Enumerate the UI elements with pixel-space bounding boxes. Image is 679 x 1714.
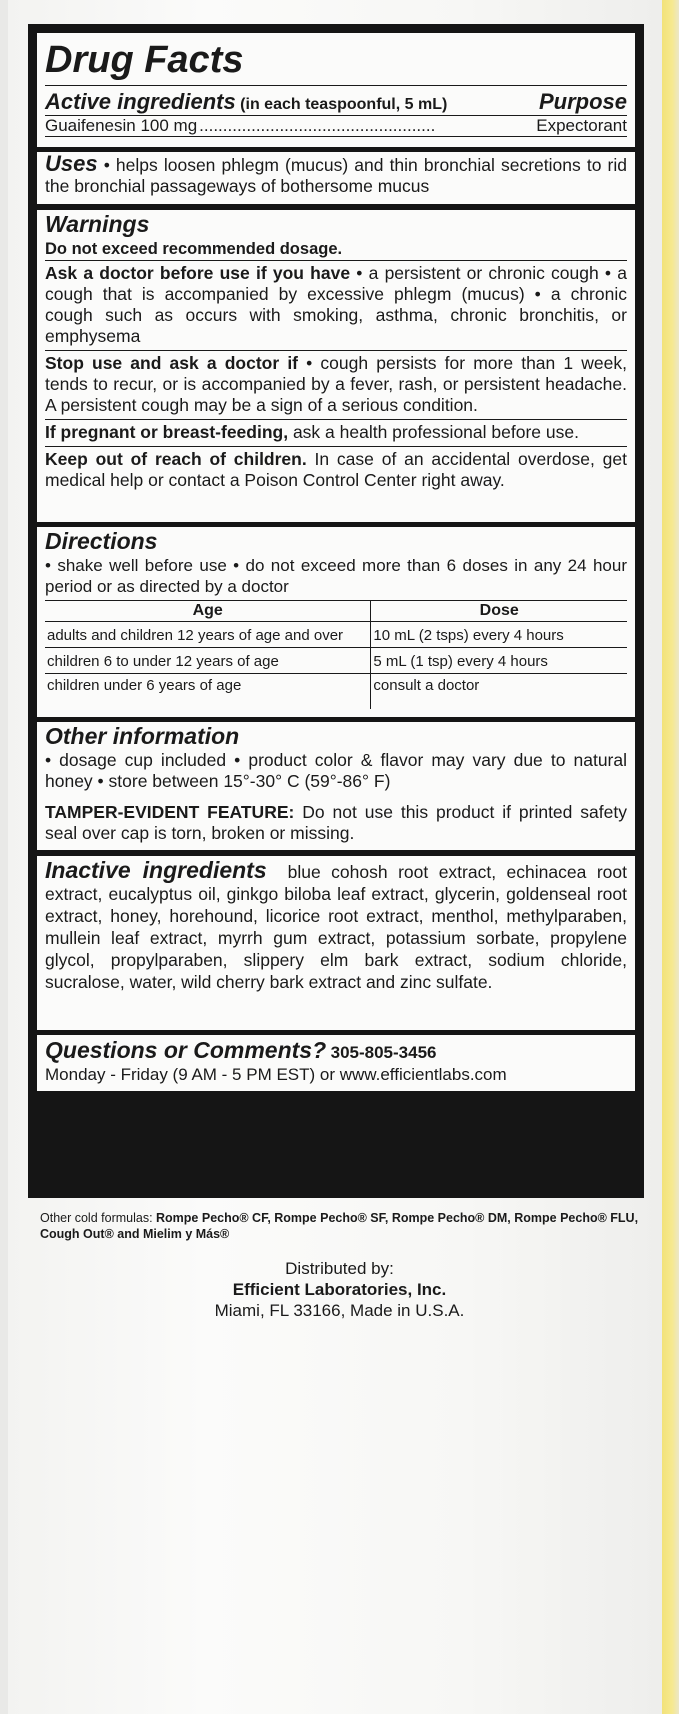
inactive-ingredients-heading: Inactive ingredients xyxy=(45,857,267,883)
uses-text: • helps loosen phlegm (mucus) and thin bronchial secretions to rid the bronchial passageways of bothersome mucus xyxy=(45,155,627,196)
ask-doctor-label: Ask a doctor before use if you have xyxy=(45,263,351,283)
other-formulas-note xyxy=(0,1210,679,1242)
ask-doctor-warning xyxy=(45,261,627,351)
active-ingredients-section xyxy=(37,33,635,147)
drug-facts-panel xyxy=(28,24,644,1198)
dose-column-header: Dose xyxy=(371,601,627,622)
tamper-evident-text: Do not use this product if printed safety seal over cap is torn, broken or missing. xyxy=(45,802,627,843)
distributor-address: Miami, FL 33166, Made in U.S.A. xyxy=(214,1301,465,1320)
inactive-ingredients-section xyxy=(37,856,635,1030)
pregnancy-warning xyxy=(45,420,627,447)
other-information-heading: Other information xyxy=(45,723,240,749)
questions-heading: Questions or Comments? xyxy=(45,1037,327,1063)
ask-doctor-text: • a persistent or chronic cough • a cough that is accompanied by excessive phlegm (mucus) • a chronic cough such as occurs with smoking, asthma, chronic bronchitis, or emphysema xyxy=(45,263,628,346)
ingredient-leader-dots: .................................................. xyxy=(199,116,436,135)
stop-use-text: • cough persists for more than 1 week, tends to recur, or is accompanied by a fever, rash, or persistent headache. A persistent cough may be a sign of a serious condition. xyxy=(45,353,627,415)
pregnancy-text: ask a health professional before use. xyxy=(288,422,579,442)
active-ingredients-label: Active ingredients xyxy=(45,89,236,114)
dose-cell: 5 mL (1 tsp) every 4 hours xyxy=(371,648,627,674)
warnings-section xyxy=(37,210,635,522)
carton-side-edge xyxy=(662,0,679,1714)
uses-section xyxy=(37,152,635,204)
other-formulas-label: Other cold formulas: xyxy=(40,1211,157,1225)
children-label: Keep out of reach of children. xyxy=(45,449,307,469)
age-cell: adults and children 12 years of age and over xyxy=(45,622,371,648)
active-ingredients-qualifier: (in each teaspoonful, 5 mL) xyxy=(240,96,448,113)
stop-use-label: Stop use and ask a doctor if xyxy=(45,353,299,373)
tamper-evident-notice xyxy=(45,802,627,844)
questions-section xyxy=(37,1035,635,1091)
other-formulas-list: Rompe Pecho® CF, Rompe Pecho® SF, Rompe Pecho® DM, Rompe Pecho® FLU, Cough Out® and Mielim y Más® xyxy=(40,1211,639,1241)
distributor-block xyxy=(0,1258,679,1321)
tamper-evident-label: TAMPER-EVIDENT FEATURE: xyxy=(45,802,295,822)
ingredient-row xyxy=(45,115,627,137)
ingredient-name: Guaifenesin 100 mg xyxy=(45,116,198,135)
other-information-text: • dosage cup included • product color & flavor may vary due to natural honey • store between 15°-30° C (59°-86° F) xyxy=(45,750,627,791)
other-information-section xyxy=(37,722,635,850)
dose-cell: 10 mL (2 tsps) every 4 hours xyxy=(371,622,627,648)
age-cell: children under 6 years of age xyxy=(47,677,242,694)
dosage-table xyxy=(45,600,627,709)
inactive-ingredients-text: blue cohosh root extract, echinacea root extract, eucalyptus oil, ginkgo biloba leaf extract, glycerin, goldenseal root extract, honey, horehound, licorice root extract, menthol, methylparaben, mullein leaf extract, myrrh gum extract, potassium sorbate, propylene glycol, propylparaben, slippery elm bark extract, sodium chloride, sucralose, water, wild cherry bark extract and zinc sulfate. xyxy=(45,862,627,992)
dose-cell: consult a doctor xyxy=(371,674,627,710)
children-warning xyxy=(45,447,627,491)
directions-heading: Directions xyxy=(45,528,158,554)
table-row xyxy=(45,674,627,710)
dosage-warning: Do not exceed recommended dosage. xyxy=(45,238,627,261)
age-column-header: Age xyxy=(45,601,371,622)
stop-use-warning xyxy=(45,351,627,420)
distributor-company: Efficient Laboratories, Inc. xyxy=(232,1280,447,1299)
table-row xyxy=(45,622,627,648)
uses-heading: Uses xyxy=(45,152,98,176)
purpose-label: Purpose xyxy=(538,89,627,114)
drug-facts-title: Drug Facts xyxy=(45,33,627,86)
table-row xyxy=(45,648,627,674)
ingredient-purpose: Expectorant xyxy=(536,116,627,135)
directions-text: • shake well before use • do not exceed more than 6 doses in any 24 hour period or as directed by a doctor xyxy=(45,556,627,596)
warnings-heading: Warnings xyxy=(45,211,150,237)
active-ingredients-header xyxy=(45,89,627,115)
pregnancy-label: If pregnant or breast-feeding, xyxy=(45,422,289,442)
directions-section xyxy=(37,527,635,717)
questions-phone: 305-805-3456 xyxy=(330,1043,437,1062)
children-text: In case of an accidental overdose, get medical help or contact a Poison Control Center right away. xyxy=(45,449,627,490)
distributed-by-label: Distributed by: xyxy=(285,1259,394,1278)
questions-hours: Monday - Friday (9 AM - 5 PM EST) or www.efficientlabs.com xyxy=(45,1065,507,1084)
age-cell: children 6 to under 12 years of age xyxy=(45,648,371,674)
